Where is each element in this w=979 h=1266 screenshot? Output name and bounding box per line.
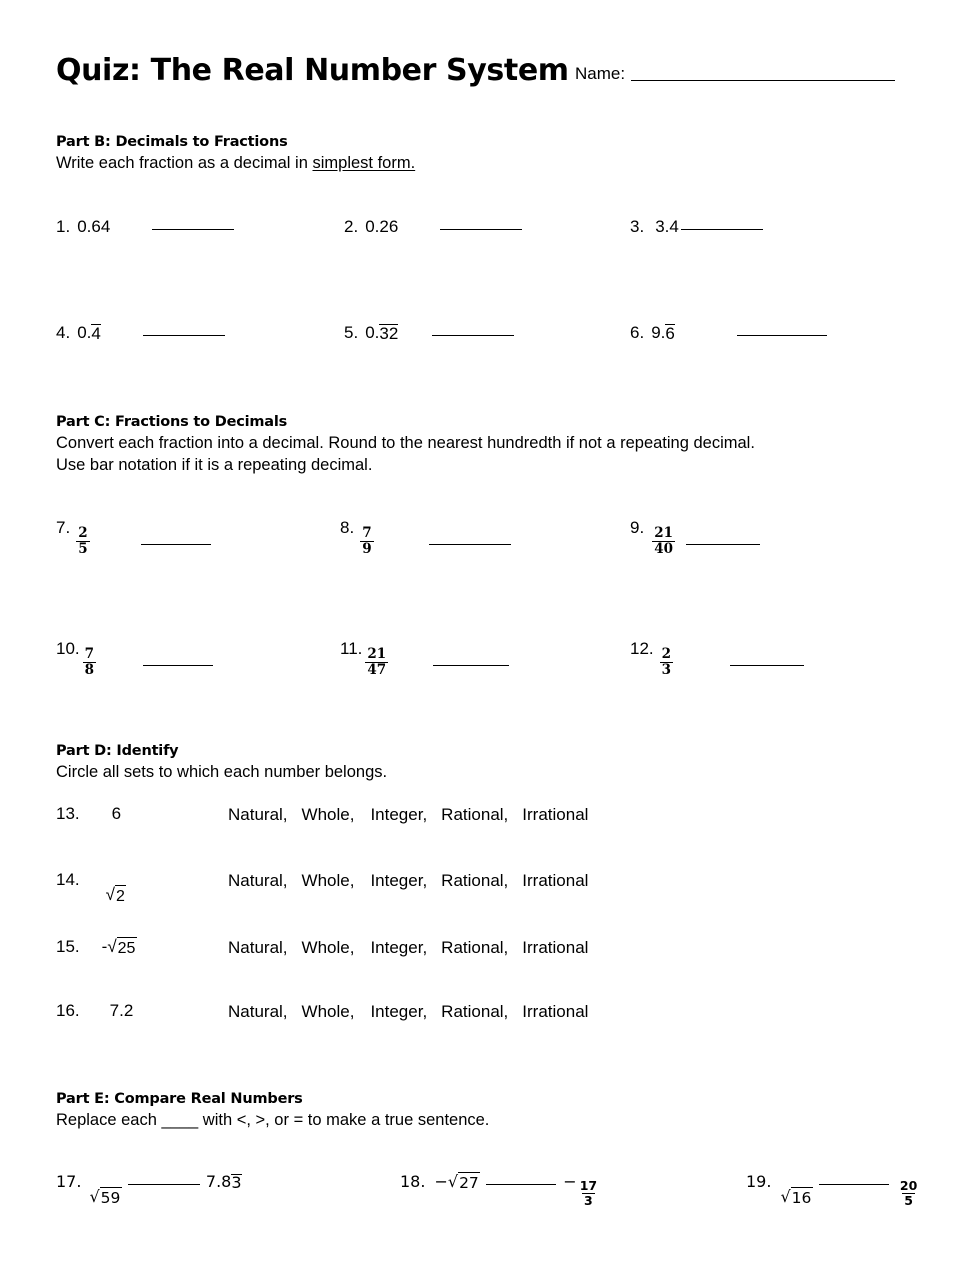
problem-1-value: 0.64: [77, 217, 111, 236]
set-option-rational[interactable]: Rational,: [441, 805, 509, 824]
problem-10: [56, 639, 213, 678]
part-d-row-16: [56, 1001, 936, 1035]
problem-15: [56, 937, 137, 958]
problem-5: [344, 323, 514, 343]
part-c-instruction-line-2: Use bar notation if it is a repeating decimal.: [56, 456, 373, 474]
problem-6: [630, 323, 827, 343]
problem-19-left-radical: [780, 1187, 812, 1207]
problem-11-answer-blank[interactable]: [433, 664, 509, 666]
problem-12-numerator: 2: [661, 646, 672, 662]
page-title: Quiz: The Real Number System: [56, 53, 569, 88]
problem-18-right-denominator: 3: [584, 1192, 593, 1208]
problem-3: [630, 217, 763, 237]
problem-17-left-radical: [89, 1187, 121, 1207]
set-option-natural[interactable]: Natural,: [228, 805, 288, 824]
set-option-irrational[interactable]: Irrational: [522, 938, 589, 957]
set-option-natural[interactable]: Natural,: [228, 1002, 288, 1021]
problem-15-number: 15.: [56, 937, 80, 956]
problem-12: [630, 639, 804, 678]
radical-icon: √: [780, 1187, 791, 1206]
problem-12-answer-blank[interactable]: [730, 664, 804, 666]
problem-11-number: 11.: [340, 639, 363, 658]
part-d-instruction: Circle all sets to which each number belongs.: [56, 763, 388, 781]
part-e-row-1: [56, 1172, 956, 1216]
problem-10-number: 10.: [56, 639, 80, 658]
problem-7-number: 7.: [56, 518, 71, 537]
problem-11-numerator: 21: [367, 646, 387, 662]
problem-15-set-options: [228, 937, 588, 959]
problem-4-value: 0.: [77, 323, 92, 342]
problem-19: [746, 1172, 920, 1207]
problem-7-denominator: 5: [78, 540, 88, 557]
problem-17-number: 17.: [56, 1172, 82, 1191]
problem-16-set-options: [228, 1001, 588, 1023]
part-b-instruction: [56, 152, 936, 174]
problem-18-right-fraction: [578, 1179, 599, 1207]
problem-14-set-options: [228, 870, 588, 892]
problem-18-left-radical: [434, 1172, 480, 1192]
radical-icon: √: [107, 937, 117, 956]
set-option-rational[interactable]: Rational,: [441, 1002, 509, 1021]
problem-12-denominator: 3: [661, 661, 672, 678]
problem-13-value: 6: [111, 804, 122, 823]
problem-1-answer-blank[interactable]: [152, 228, 234, 230]
part-d-row-14: [56, 870, 936, 904]
set-option-integer[interactable]: Integer,: [370, 805, 428, 824]
problem-17-right-repeating-digits: 3: [231, 1173, 242, 1192]
set-option-integer[interactable]: Integer,: [370, 938, 428, 957]
problem-12-fraction: [660, 647, 673, 677]
problem-6-repeating-digits: 6: [665, 324, 675, 343]
part-b-instruction-text: Write each fraction as a decimal in: [56, 154, 313, 172]
problem-9-number: 9.: [630, 518, 645, 537]
part-b-heading: Part B: Decimals to Fractions: [56, 134, 288, 150]
problem-15-radical: [102, 937, 137, 958]
problem-5-number: 5.: [344, 323, 359, 342]
problem-14-radicand: 2: [115, 885, 126, 906]
problem-13-set-options: [228, 804, 588, 826]
problem-18-left-radicand: 27: [459, 1174, 479, 1192]
problem-9-fraction: [652, 526, 675, 556]
set-option-natural[interactable]: Natural,: [228, 938, 288, 957]
problem-6-answer-blank[interactable]: [737, 334, 827, 336]
set-option-natural[interactable]: Natural,: [228, 871, 288, 890]
problem-19-left-radicand: 16: [791, 1189, 812, 1207]
problem-5-repeating-digits: 32: [379, 324, 399, 343]
set-option-rational[interactable]: Rational,: [441, 871, 509, 890]
radical-icon: √: [447, 1172, 459, 1191]
set-option-rational[interactable]: Rational,: [441, 938, 509, 957]
part-c-instruction-line-1: Convert each fraction into a decimal. Round to the nearest hundredth if not a repeating decimal.: [56, 434, 755, 452]
problem-8-number: 8.: [340, 518, 355, 537]
problem-19-right-denominator: 5: [904, 1192, 913, 1208]
problem-8-fraction: [360, 526, 373, 556]
problem-2-value: 0.26: [365, 217, 399, 236]
set-option-irrational[interactable]: Irrational: [522, 805, 589, 824]
set-option-whole[interactable]: Whole,: [301, 805, 355, 824]
problem-3-value: 3.4: [655, 217, 679, 236]
problem-7-answer-blank[interactable]: [141, 543, 211, 545]
set-option-whole[interactable]: Whole,: [301, 938, 355, 957]
problem-11: [340, 639, 509, 678]
problem-19-right-numerator: 20: [899, 1178, 918, 1193]
problem-19-number: 19.: [746, 1172, 772, 1191]
problem-6-number: 6.: [630, 323, 645, 342]
problem-16-value: 7.2: [109, 1001, 134, 1020]
part-e-heading: Part E: Compare Real Numbers: [56, 1091, 303, 1107]
problem-5-answer-blank[interactable]: [432, 334, 514, 336]
problem-18-right-numerator: 17: [579, 1178, 598, 1193]
problem-6-value: 9.: [651, 323, 666, 342]
problem-19-comparison-blank[interactable]: [819, 1183, 889, 1185]
problem-4: [56, 323, 225, 343]
part-c-row-2: [56, 639, 936, 685]
part-b-row-1: [56, 217, 936, 263]
problem-17-comparison-blank[interactable]: [128, 1183, 200, 1185]
part-b-instruction-emphasis: simplest form.: [312, 154, 416, 172]
problem-8-answer-blank[interactable]: [429, 543, 511, 545]
radical-icon: √: [105, 885, 115, 904]
part-b-row-2: [56, 323, 936, 369]
problem-14-number: 14.: [56, 870, 80, 889]
problem-17-right-value: 7.8: [205, 1172, 232, 1191]
problem-2: [344, 217, 522, 237]
problem-10-numerator: 7: [84, 646, 95, 662]
problem-11-fraction: [365, 647, 388, 677]
problem-4-number: 4.: [56, 323, 71, 342]
part-d-row-13: [56, 804, 936, 838]
problem-18-left-sign: −: [434, 1172, 448, 1191]
problem-8: [340, 518, 511, 557]
name-label: Name:: [575, 64, 626, 83]
problem-10-answer-blank[interactable]: [143, 664, 213, 666]
part-c-heading-group: [56, 412, 936, 476]
problem-18-number: 18.: [400, 1172, 426, 1191]
problem-11-denominator: 47: [367, 661, 387, 678]
problem-10-denominator: 8: [84, 661, 95, 678]
problem-16: [56, 1001, 133, 1021]
problem-9-numerator: 21: [654, 525, 673, 541]
problem-9-denominator: 40: [654, 540, 673, 557]
problem-14: [56, 870, 126, 906]
set-option-integer[interactable]: Integer,: [370, 1002, 428, 1021]
problem-9: [630, 518, 760, 557]
problem-3-answer-blank[interactable]: [681, 228, 763, 230]
problem-4-repeating-digits: 4: [91, 324, 101, 343]
problem-18: [400, 1172, 600, 1208]
problem-1: [56, 217, 234, 237]
part-e-instruction: Replace each ____ with <, >, or = to make a true sentence.: [56, 1111, 490, 1129]
problem-9-answer-blank[interactable]: [686, 543, 760, 545]
problem-10-fraction: [83, 647, 96, 677]
part-c-heading: Part C: Fractions to Decimals: [56, 414, 288, 430]
problem-7-numerator: 2: [78, 525, 88, 541]
problem-13: [56, 804, 121, 824]
set-option-irrational[interactable]: Irrational: [522, 871, 589, 890]
set-option-whole[interactable]: Whole,: [301, 871, 355, 890]
set-option-irrational[interactable]: Irrational: [522, 1002, 589, 1021]
problem-7: [56, 518, 211, 557]
problem-17-left-radicand: 59: [100, 1189, 121, 1207]
part-b-heading-group: [56, 132, 936, 174]
problem-13-number: 13.: [56, 804, 80, 823]
set-option-whole[interactable]: Whole,: [301, 1002, 355, 1021]
problem-3-number: 3.: [630, 217, 645, 236]
problem-1-number: 1.: [56, 217, 71, 236]
problem-2-answer-blank[interactable]: [440, 228, 522, 230]
problem-5-value: 0.: [365, 323, 380, 342]
part-c-row-1: [56, 518, 936, 564]
part-d-heading: Part D: Identify: [56, 743, 179, 759]
problem-14-radical: [106, 885, 127, 906]
radical-icon: √: [89, 1187, 100, 1206]
page-header: [56, 52, 916, 104]
problem-15-radicand: 25: [117, 937, 137, 958]
problem-19-right-fraction: [898, 1179, 919, 1207]
problem-15-minus-sign: -: [101, 937, 108, 956]
name-input-line[interactable]: [631, 79, 895, 81]
name-field-group: [575, 64, 895, 84]
problem-18-right-sign: −: [563, 1172, 577, 1191]
problem-18-comparison-blank[interactable]: [486, 1183, 556, 1185]
problem-2-number: 2.: [344, 217, 359, 236]
part-d-heading-group: [56, 741, 936, 783]
part-e-heading-group: [56, 1089, 936, 1131]
problem-12-number: 12.: [630, 639, 654, 658]
set-option-integer[interactable]: Integer,: [370, 871, 428, 890]
problem-4-answer-blank[interactable]: [143, 334, 225, 336]
part-d-row-15: [56, 937, 936, 971]
problem-8-numerator: 7: [362, 525, 372, 541]
problem-7-fraction: [76, 526, 89, 556]
problem-16-number: 16.: [56, 1001, 80, 1020]
problem-17: [56, 1172, 242, 1207]
problem-8-denominator: 9: [362, 540, 372, 557]
